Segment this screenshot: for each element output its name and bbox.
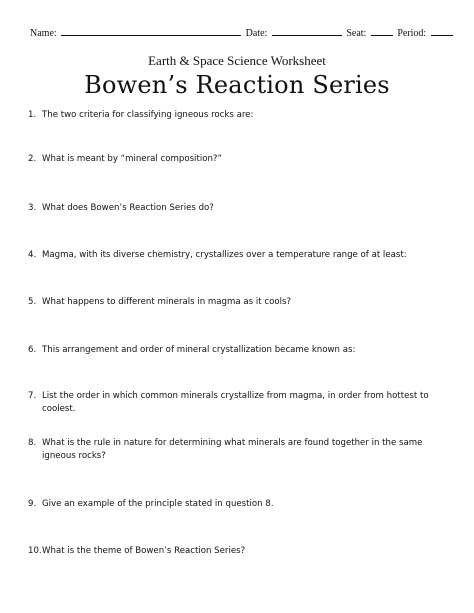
question-text: List the order in which common minerals crystallize from magma, in order from hottest to coolest. [42,391,429,414]
question-text: What is the theme of Bowen’s Reaction Series? [42,546,246,556]
question-number: 5. [28,297,37,307]
worksheet-subtitle: Earth & Space Science Worksheet [148,53,326,68]
worksheet-title: Bowen’s Reaction Series [84,71,390,99]
question-item [28,437,448,463]
question-item [28,202,448,215]
question-item [28,344,448,357]
question-text: What is meant by “mineral composition?” [42,154,222,164]
question-item [28,545,448,558]
date-field[interactable] [272,26,342,36]
question-item [28,109,448,122]
name-field[interactable] [61,26,241,36]
question-number: 4. [28,250,37,260]
date-label: Date: [245,28,268,39]
period-field[interactable] [431,26,453,36]
question-number: 10. [28,546,42,556]
question-number: 1. [28,110,37,120]
question-text: What is the rule in nature for determining what minerals are found together in the same igneous rocks? [42,438,423,461]
question-item [28,249,448,262]
question-item [28,153,448,166]
question-number: 6. [28,345,37,355]
name-label: Name: [30,28,57,39]
question-item [28,390,448,416]
question-text: What does Bowen’s Reaction Series do? [42,203,214,213]
question-number: 7. [28,391,37,401]
question-text: Give an example of the principle stated in question 8. [42,499,274,509]
student-info-header [30,26,450,39]
question-number: 2. [28,154,37,164]
question-number: 8. [28,438,37,448]
question-text: This arrangement and order of mineral crystallization became known as: [42,345,356,355]
seat-field[interactable] [371,26,393,36]
period-label: Period: [397,28,427,39]
question-number: 9. [28,499,37,509]
question-text: Magma, with its diverse chemistry, crystallizes over a temperature range of at least: [42,250,407,260]
question-text: What happens to different minerals in magma as it cools? [42,297,292,307]
question-text: The two criteria for classifying igneous rocks are: [42,110,254,120]
question-item [28,296,448,309]
seat-label: Seat: [346,28,367,39]
question-item [28,498,448,511]
question-number: 3. [28,203,37,213]
